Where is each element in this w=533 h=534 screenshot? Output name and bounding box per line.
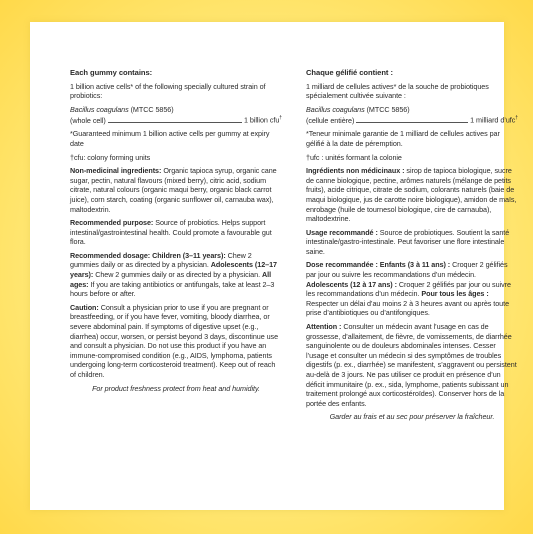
fr-intro: 1 milliard de cellules actives* de la souche de probiotiques spécialement cultivée suivante : (306, 81, 489, 101)
en-whole-cell-row (70, 114, 282, 125)
fr-dosage: Dose recommandée : Enfants (3 à 11 ans) : Croquer 2 gélifiés par jour ou suivre les recommandations d’un médecin. Adolescents (12 à 17 ans) : Croquer 2 gélifiés par jour ou suivre les recommandations d’un médecin. Pour tous les âges : Respecter un délai d’au moins 2 à 3 heures avant ou après toute prise d’antibiotiques ou d’antifongiques. (306, 260, 511, 318)
en-dotted-leader (108, 115, 242, 123)
en-cfu-definition: †cfu: colony forming units (70, 152, 151, 162)
fr-cfu-definition: †ufc : unités formant la colonie (306, 152, 402, 162)
en-strain-row (70, 105, 282, 115)
fr-caution: Attention : Consulter un médecin avant l’usage en cas de grossesse, d’allaitement, de fièvre, de vomissements, de diarrhée sanguinolente ou de douleurs abdominales intenses. Cesser l’usage et consulter un médecin si des symptômes de troubles digestifs (p. ex., diarrhée) se manifestent, s’aggravent ou persistent au-delà de 3 jours. Ne pas utiliser ce produit en présence d’un déficit immunitaire (p. ex., sida, lymphome, patients subissant un traitement prolongé aux corticostéroïdes). Conserver hors de la portée des enfants. (306, 322, 517, 408)
fr-strain: Bacillus coagulans (306, 104, 365, 114)
fr-heading: Chaque gélifié contient : (306, 68, 393, 77)
en-caution: Caution: Consult a physician prior to use if you are pregnant or breastfeeding, or if you have fever, vomiting, bloody diarrhea, or severe abdominal pain. If symptoms of digestive upset (e.g., diarrhea) occur, worsen, or persist beyond 3 days, discontinue use and consult a physician. Do not use this product if you have an immune-compromised condition (e.g., AIDS, lymphoma, patients undergoing long-term corticosteroid treatment). Keep out of reach of children. (70, 302, 279, 380)
english-column (70, 68, 282, 397)
en-whole-cell: (whole cell) (70, 115, 106, 125)
french-column (306, 68, 518, 426)
label-panel (30, 22, 518, 510)
fr-whole-cell: (cellule entière) (306, 115, 355, 125)
en-strain: Bacillus coagulans (70, 104, 129, 114)
fr-guarantee: *Teneur minimale garantie de 1 milliard de cellules actives par gélifié à la date de péremption. (306, 129, 500, 148)
en-purpose: Recommended purpose: Source of probiotics. Helps support intestinal/gastrointestinal health. Could promote a favourable gut flora. (70, 218, 272, 247)
fr-strain-row (306, 105, 518, 115)
en-nmi: Non-medicinal ingredients: Organic tapioca syrup, organic cane sugar, pectin, natural flavours (mixed berry), citric acid, sodium citrate, natural colours (organic maqui berry, organic black carrot juice), corn starch, coating (organic sunflower oil, carnauba wax), maltodextrin. (70, 166, 277, 214)
en-heading: Each gummy contains: (70, 68, 153, 77)
fr-dotted-leader (356, 115, 468, 123)
fr-nmi: Ingrédients non médicinaux : sirop de tapioca biologique, sucre de canne biologique, pectine, arômes naturels (mélange de petits fruits), acide citrique, citrate de sodium, colorants naturels (baie de maqui biologique, jus de carotte noire biologique), amidon de maïs, enrobage (huile de tournesol biologique, cire de carnauba), maltodextrine. (306, 166, 517, 224)
en-strain-code: (MTCC 5856) (130, 104, 174, 114)
en-dosage: Recommended dosage: Children (3–11 years): Chew 2 gummies daily or as directed by a physician. Adolescents (12–17 years): Chew 2 gummies daily or as directed by a physician. All ages: If you are taking antibiotics or antifungals, take at least 2–3 hours before or after. (70, 250, 277, 299)
en-intro: 1 billion active cells* of the following specially cultured strain of probiotics: (70, 81, 266, 101)
en-guarantee: *Guaranteed minimum 1 billion active cells per gummy at expiry date (70, 129, 270, 148)
fr-purpose: Usage recommandé : Source de probiotiques. Soutient la santé intestinale/gastro-intestinale. Peut favoriser une flore intestinale saine. (306, 227, 510, 256)
fr-strain-code: (MTCC 5856) (366, 104, 410, 114)
en-amount: 1 billion cfu† (243, 115, 282, 125)
fr-freshness: Garder au frais et au sec pour préserver la fraîcheur. (329, 412, 495, 422)
fr-amount: 1 milliard d’ufc† (470, 115, 518, 125)
en-freshness: For product freshness protect from heat and humidity. (92, 383, 260, 393)
fr-whole-cell-row (306, 114, 518, 125)
